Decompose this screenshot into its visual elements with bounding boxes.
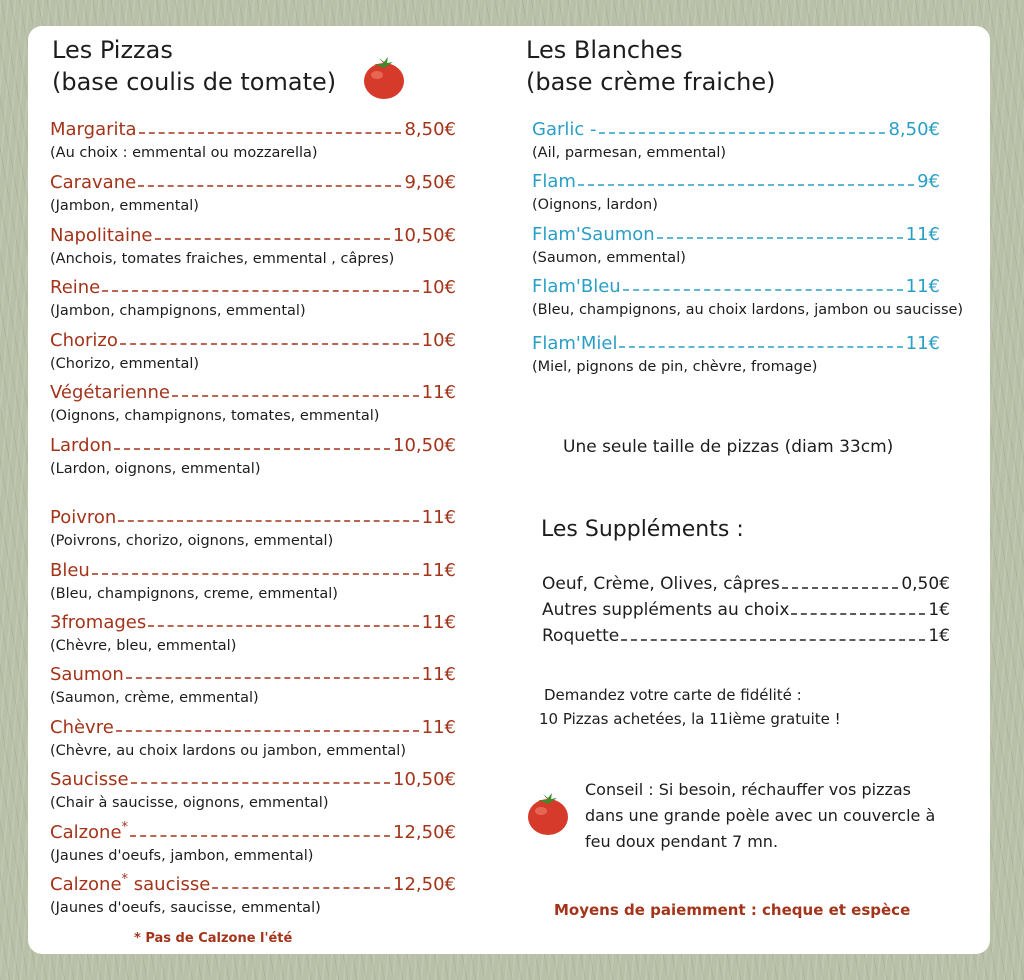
leader-dots — [131, 782, 390, 784]
menu-item — [50, 716, 456, 768]
leader-dots — [619, 346, 902, 348]
menu-item — [50, 171, 456, 223]
menu-item — [532, 118, 940, 170]
item-name: Chorizo — [50, 330, 118, 351]
menu-item — [50, 611, 456, 663]
item-name: Napolitaine — [50, 225, 153, 246]
item-name: Calzone* — [50, 820, 129, 843]
supplement-price: 1€ — [928, 626, 950, 646]
leader-dots — [621, 639, 925, 641]
leader-dots — [126, 677, 419, 679]
tomato-icon — [524, 790, 572, 838]
supplement-price: 1€ — [928, 600, 950, 620]
item-description: (Chèvre, au choix lardons ou jambon, emmental) — [50, 743, 406, 759]
leader-dots — [116, 730, 419, 732]
item-price: 11€ — [421, 507, 456, 528]
asterisk: * — [121, 872, 129, 887]
supplement-item — [542, 598, 950, 622]
leader-dots — [172, 395, 419, 397]
item-price: 10,50€ — [393, 225, 456, 246]
item-description: (Jambon, emmental) — [50, 198, 199, 214]
item-name: Calzone* saucisse — [50, 872, 211, 895]
item-description: (Jaunes d'oeufs, saucisse, emmental) — [50, 900, 321, 916]
item-description: (Ail, parmesan, emmental) — [532, 145, 727, 161]
item-name: Caravane — [50, 172, 137, 193]
leader-dots — [138, 185, 401, 187]
menu-item — [50, 381, 456, 433]
supplement-name: Autres suppléments au choix — [542, 600, 790, 620]
item-name: Flam'Bleu — [532, 276, 621, 297]
item-description: (Jambon, champignons, emmental) — [50, 303, 306, 319]
advice-line-2: dans une grande poèle avec un couvercle à — [585, 806, 936, 825]
menu-card — [28, 26, 990, 954]
item-name: Saucisse — [50, 769, 129, 790]
menu-item — [532, 223, 940, 275]
asterisk: * — [121, 820, 129, 835]
tomato-icon — [360, 54, 408, 102]
menu-item — [50, 434, 456, 486]
item-description: (Chair à saucisse, oignons, emmental) — [50, 795, 329, 811]
item-description: (Au choix : emmental ou mozzarella) — [50, 145, 318, 161]
item-price: 11€ — [421, 664, 456, 685]
item-description: (Anchois, tomates fraiches, emmental , câpres) — [50, 251, 395, 267]
menu-item — [50, 559, 456, 611]
leader-dots — [114, 448, 390, 450]
item-price: 8,50€ — [888, 119, 940, 140]
supplement-price: 0,50€ — [901, 574, 950, 594]
item-price: 10€ — [421, 330, 456, 351]
item-price: 11€ — [421, 612, 456, 633]
item-description: (Saumon, crème, emmental) — [50, 690, 259, 706]
menu-item — [50, 506, 456, 558]
item-description: (Miel, pignons de pin, chèvre, fromage) — [532, 359, 818, 375]
item-description: (Chorizo, emmental) — [50, 356, 200, 372]
leader-dots — [139, 132, 402, 134]
item-name: Bleu — [50, 560, 90, 581]
item-price: 11€ — [905, 333, 940, 354]
blanches-title: Les Blanches (base crème fraiche) — [526, 36, 776, 96]
leader-dots — [657, 237, 903, 239]
item-price: 11€ — [421, 560, 456, 581]
item-description: (Oignons, lardon) — [532, 197, 658, 213]
menu-item — [50, 276, 456, 328]
item-price: 12,50€ — [393, 874, 456, 895]
leader-dots — [148, 625, 418, 627]
menu-item — [50, 224, 456, 276]
item-price: 9,50€ — [404, 172, 456, 193]
supplement-name: Oeuf, Crème, Olives, câpres — [542, 574, 780, 594]
item-description: (Oignons, champignons, tomates, emmental) — [50, 408, 380, 424]
item-price: 12,50€ — [393, 822, 456, 843]
item-price: 11€ — [421, 382, 456, 403]
pizzas-title: Les Pizzas (base coulis de tomate) — [52, 36, 337, 96]
item-price: 11€ — [421, 717, 456, 738]
item-name: Reine — [50, 277, 101, 298]
item-name: Végétarienne — [50, 382, 170, 403]
loyalty-line-1: Demandez votre carte de fidélité : — [544, 686, 802, 704]
leader-dots — [623, 289, 903, 291]
loyalty-line-2: 10 Pizzas achetées, la 11ième gratuite ! — [539, 710, 841, 728]
menu-item — [532, 332, 940, 384]
item-name: Flam — [532, 171, 576, 192]
item-name: 3fromages — [50, 612, 147, 633]
supplement-item — [542, 624, 950, 648]
leader-dots — [599, 132, 886, 134]
leader-dots — [782, 587, 899, 589]
menu-item — [50, 873, 456, 925]
item-price: 8,50€ — [404, 119, 456, 140]
item-description: (Jaunes d'oeufs, jambon, emmental) — [50, 848, 314, 864]
leader-dots — [120, 343, 419, 345]
item-name: Margarita — [50, 119, 137, 140]
item-price: 11€ — [905, 224, 940, 245]
item-name: Garlic - — [532, 119, 597, 140]
item-description: (Chèvre, bleu, emmental) — [50, 638, 237, 654]
item-description: (Saumon, emmental) — [532, 250, 686, 266]
menu-item — [532, 170, 940, 222]
item-name: Lardon — [50, 435, 112, 456]
menu-item — [50, 329, 456, 381]
advice-line-1: Conseil : Si besoin, réchauffer vos pizzas — [585, 780, 912, 799]
item-name: Flam'Saumon — [532, 224, 655, 245]
leader-dots — [130, 835, 390, 837]
item-description: (Bleu, champignons, creme, emmental) — [50, 586, 338, 602]
item-price: 11€ — [905, 276, 940, 297]
menu-item — [50, 821, 456, 873]
item-name: Chèvre — [50, 717, 114, 738]
size-note: Une seule taille de pizzas (diam 33cm) — [563, 437, 894, 457]
menu-item — [50, 118, 456, 170]
leader-dots — [155, 238, 391, 240]
supplement-item — [542, 572, 950, 596]
item-price: 10€ — [421, 277, 456, 298]
leader-dots — [92, 573, 419, 575]
item-description: (Bleu, champignons, au choix lardons, jambon ou saucisse) — [532, 302, 964, 318]
menu-item — [532, 275, 964, 327]
payment-methods: Moyens de paiemment : cheque et espèce — [554, 901, 911, 919]
item-price: 10,50€ — [393, 769, 456, 790]
leader-dots — [118, 520, 418, 522]
item-name: Flam'Miel — [532, 333, 618, 354]
leader-dots — [578, 184, 914, 186]
leader-dots — [791, 613, 925, 615]
item-description: (Lardon, oignons, emmental) — [50, 461, 261, 477]
item-description: (Poivrons, chorizo, oignons, emmental) — [50, 533, 334, 549]
leader-dots — [102, 290, 418, 292]
item-price: 10,50€ — [393, 435, 456, 456]
item-price: 9€ — [917, 171, 940, 192]
advice-line-3: feu doux pendant 7 mn. — [585, 832, 779, 851]
supplements-title: Les Suppléments : — [541, 517, 744, 542]
item-name: Saumon — [50, 664, 124, 685]
supplement-name: Roquette — [542, 626, 620, 646]
leader-dots — [212, 887, 390, 889]
menu-item — [50, 663, 456, 715]
item-name: Poivron — [50, 507, 117, 528]
calzone-footnote: * Pas de Calzone l'été — [134, 931, 293, 946]
menu-item — [50, 768, 456, 820]
